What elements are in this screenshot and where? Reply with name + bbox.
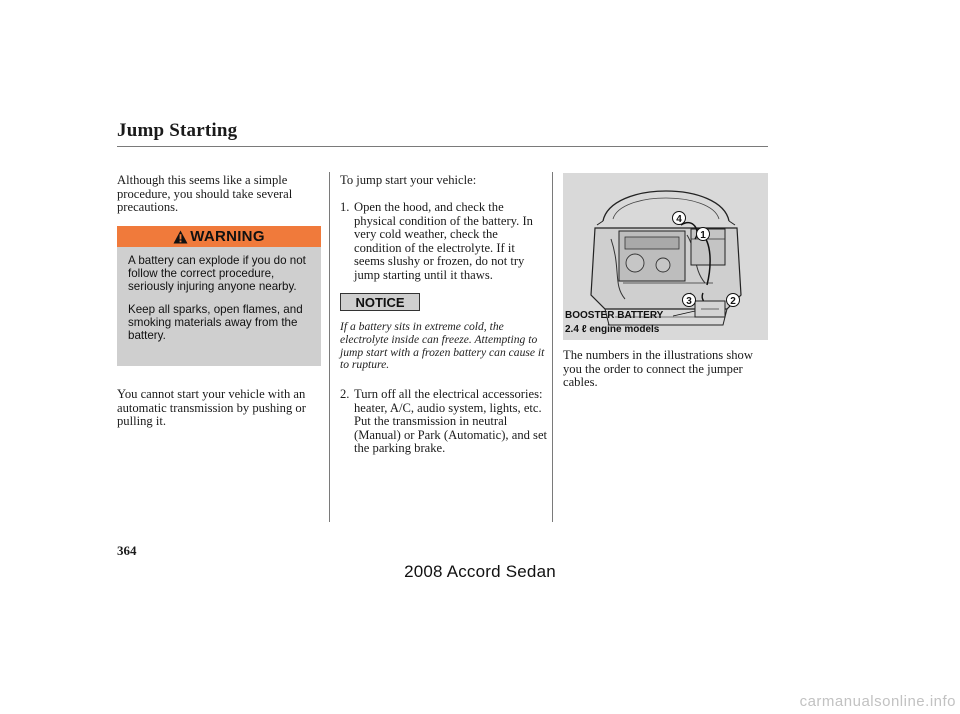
intro-paragraph: Although this seems like a simple procedure, you should take several precautions. — [117, 173, 293, 214]
steps-intro: To jump start your vehicle: — [340, 173, 477, 187]
step-item — [340, 201, 548, 282]
page-number: 364 — [117, 543, 137, 558]
column-divider-right — [552, 172, 553, 522]
notice-text: If a battery sits in extreme cold, the electrolyte inside can freeze. Attempting to jump start with a frozen battery can cause it to rupture. — [340, 320, 545, 372]
page-title: Jump Starting — [117, 120, 238, 141]
callout-number: 4 — [676, 214, 682, 225]
callout-number: 2 — [730, 296, 736, 307]
warning-header — [117, 226, 321, 247]
callout-number: 1 — [700, 230, 706, 241]
warning-label: WARNING — [190, 228, 265, 245]
model-name: 2008 Accord Sedan — [404, 562, 556, 581]
watermark: carmanualsonline.info — [799, 693, 956, 710]
step-number: 2. — [340, 387, 350, 401]
engine-illustration — [563, 173, 768, 340]
step-text: Turn off all the electrical accessories: heater, A/C, audio system, lights, etc. Put the transmission in neutral (Manual) or Park (Automatic), and set the parking brake. — [354, 387, 548, 455]
callout-number: 3 — [686, 296, 692, 307]
transmission-note: You cannot start your vehicle with an automatic transmission by pushing or pulling it. — [117, 387, 306, 428]
warning-triangle-icon — [173, 230, 188, 244]
step-item — [340, 388, 548, 456]
warning-paragraph: A battery can explode if you do not follow the correct procedure, seriously injuring anyone nearby. — [128, 254, 306, 293]
title-rule — [117, 146, 768, 147]
warning-paragraph: Keep all sparks, open flames, and smoking materials away from the battery. — [128, 303, 303, 342]
warning-body — [117, 247, 321, 342]
step-text: Open the hood, and check the physical condition of the battery. In very cold weather, check the condition of the electrolyte. If it seems slushy or frozen, do not try jump starting until it thaws. — [354, 200, 533, 282]
column-divider-left — [329, 172, 330, 522]
step-number: 1. — [340, 200, 350, 214]
illustration-explanation: The numbers in the illustrations show you the order to connect the jumper cables. — [563, 348, 753, 389]
engine-model-caption: 2.4 ℓ engine models — [565, 324, 660, 335]
booster-battery-label: BOOSTER BATTERY — [565, 310, 664, 321]
notice-badge: NOTICE — [340, 293, 420, 311]
warning-box — [117, 226, 321, 366]
